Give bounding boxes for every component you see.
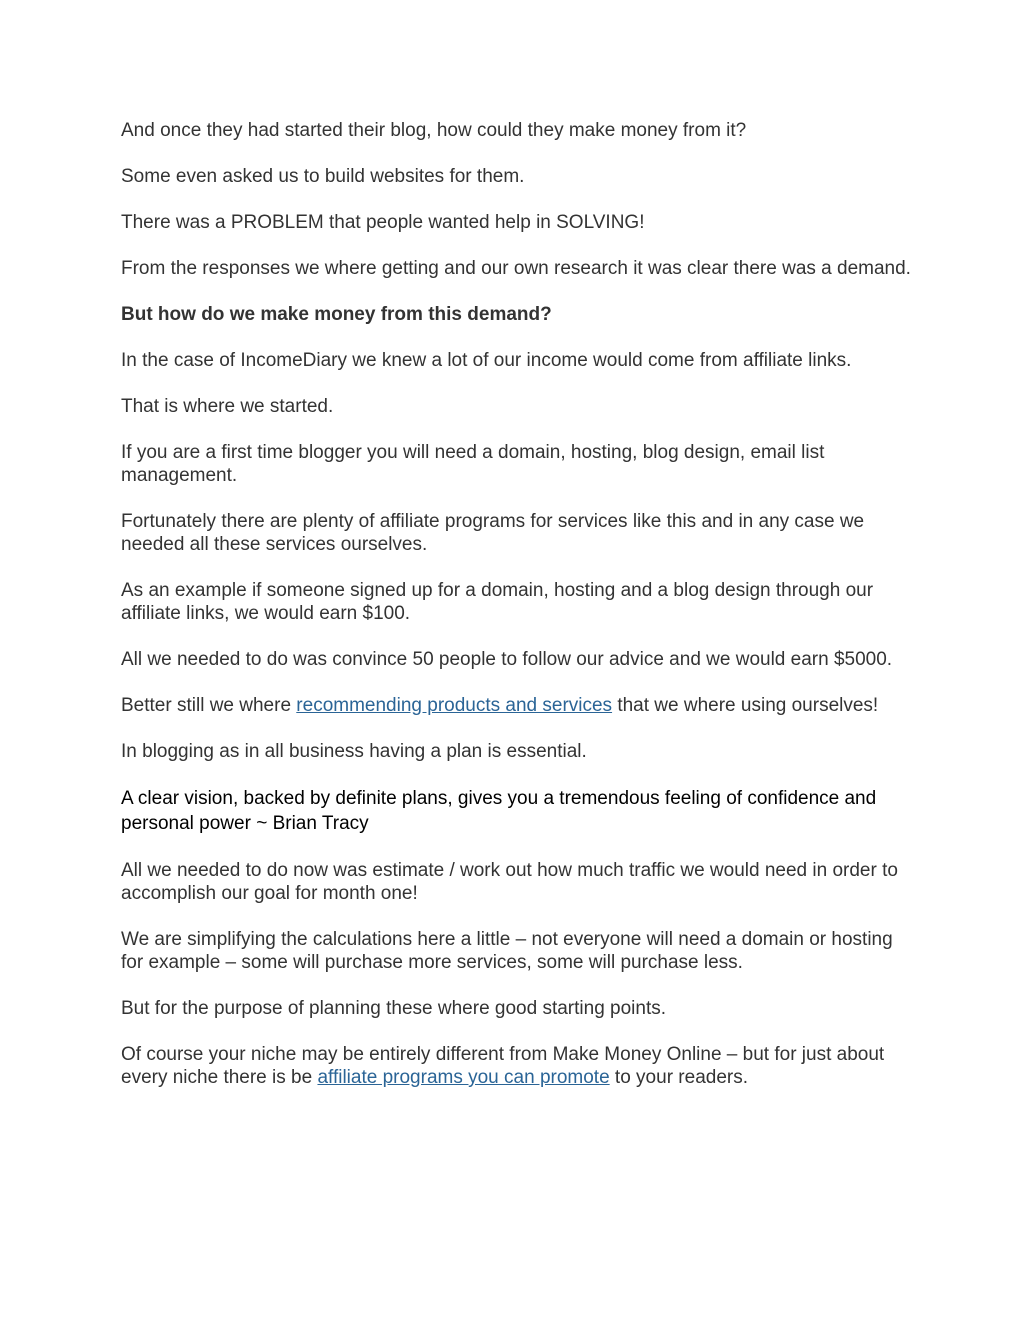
paragraph: If you are a first time blogger you will need a domain, hosting, blog design, email list management. xyxy=(121,442,825,486)
paragraph-text: to your readers. xyxy=(609,1067,748,1088)
affiliate-programs-link[interactable]: affiliate programs you can promote xyxy=(317,1067,610,1088)
paragraph: And once they had started their blog, how could they make money from it? xyxy=(121,120,747,141)
recommending-products-link[interactable]: recommending products and services xyxy=(296,695,613,716)
document-body xyxy=(121,119,911,1112)
paragraph: All we needed to do now was estimate / work out how much traffic we would need in order to accomplish our goal for month one! xyxy=(121,860,898,904)
paragraph-text: Of course your niche may be entirely different from Make Money Online – but for just about every niche there is be xyxy=(121,1044,885,1088)
paragraph: We are simplifying the calculations here a little – not everyone will need a domain or hosting for example – some will purchase more services, some will purchase less. xyxy=(121,929,893,973)
paragraph: All we needed to do was convince 50 people to follow our advice and we would earn $5000. xyxy=(121,649,893,670)
paragraph-with-link xyxy=(121,694,911,717)
paragraph: There was a PROBLEM that people wanted help in SOLVING! xyxy=(121,212,645,233)
paragraph: Some even asked us to build websites for them. xyxy=(121,166,525,187)
bold-heading-paragraph: But how do we make money from this demand? xyxy=(121,304,552,325)
paragraph: From the responses we where getting and our own research it was clear there was a demand. xyxy=(121,258,911,279)
paragraph: Fortunately there are plenty of affiliate programs for services like this and in any case we needed all these services ourselves. xyxy=(121,511,865,555)
paragraph-text: that we where using ourselves! xyxy=(612,695,879,716)
paragraph: In the case of IncomeDiary we knew a lot of our income would come from affiliate links. xyxy=(121,350,852,371)
quote: A clear vision, backed by definite plans, gives you a tremendous feeling of confidence and personal power ~ Brian Tracy xyxy=(121,788,877,834)
paragraph-text: Better still we where xyxy=(121,695,297,716)
paragraph: As an example if someone signed up for a domain, hosting and a blog design through our affiliate links, we would earn $100. xyxy=(121,580,874,624)
paragraph-with-link xyxy=(121,1043,911,1089)
paragraph: In blogging as in all business having a plan is essential. xyxy=(121,741,587,762)
paragraph: But for the purpose of planning these where good starting points. xyxy=(121,998,667,1019)
paragraph: That is where we started. xyxy=(121,396,334,417)
